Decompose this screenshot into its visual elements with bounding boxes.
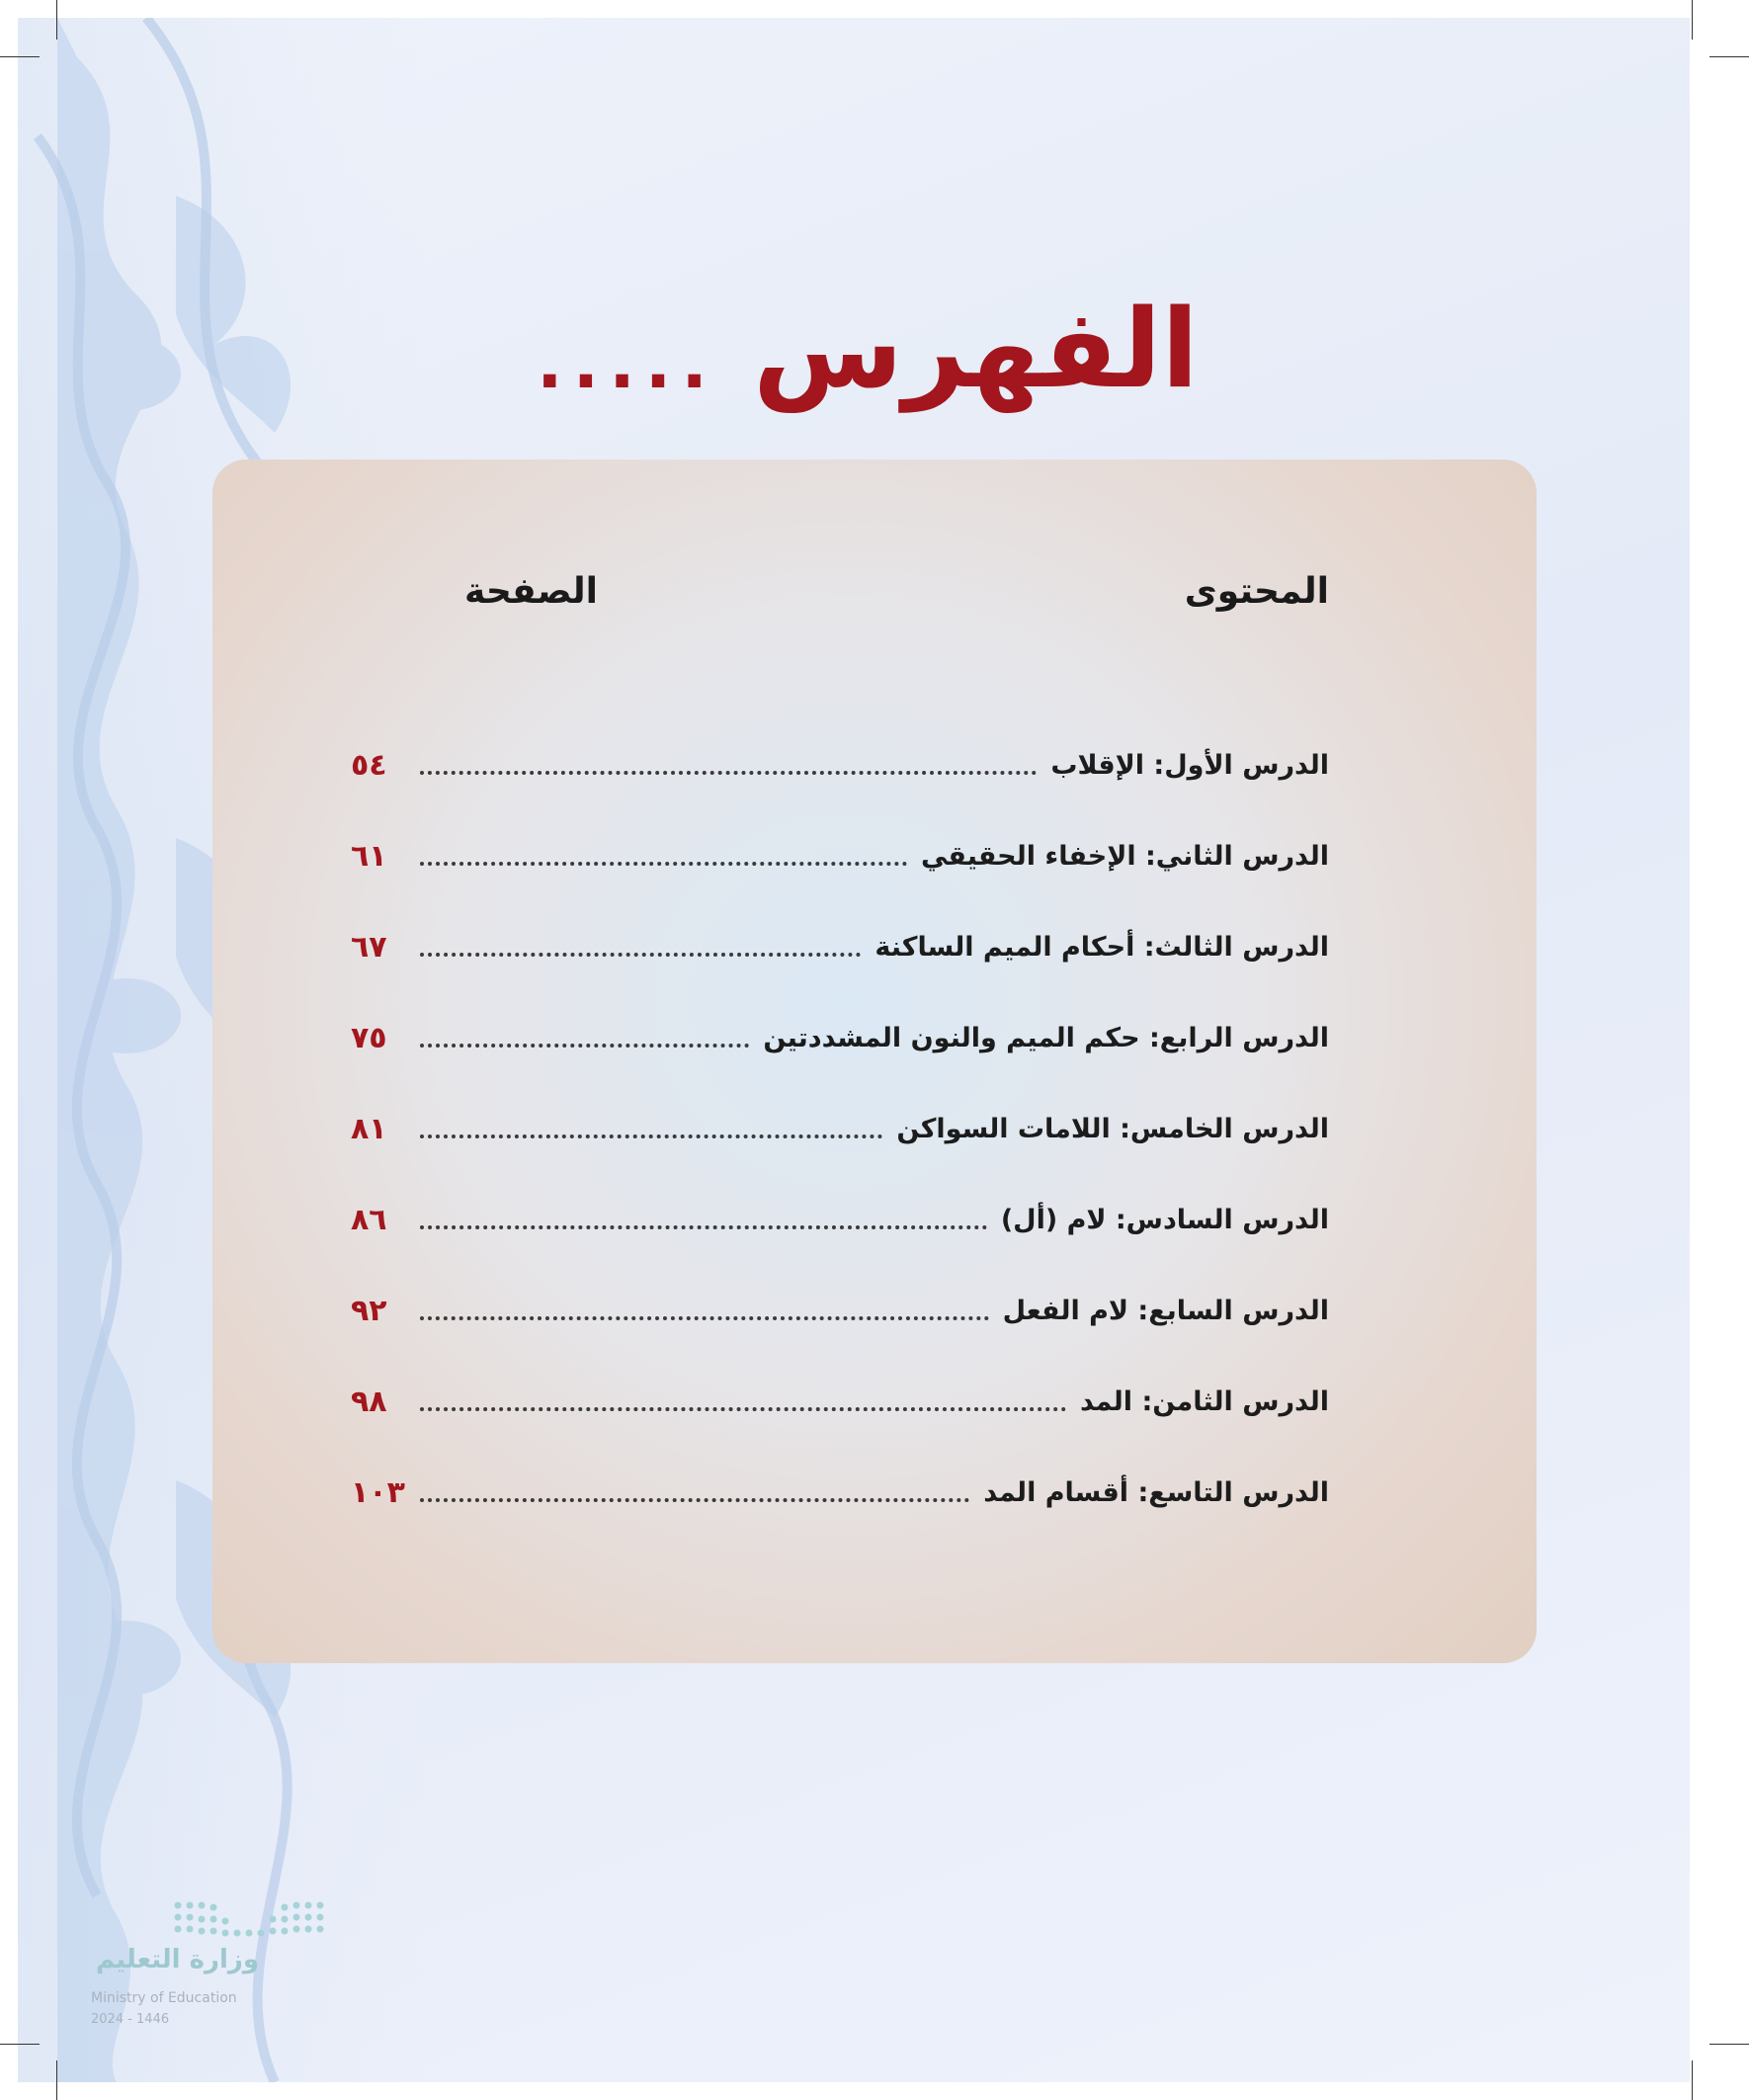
toc-row[interactable] <box>351 1265 1329 1356</box>
toc-row[interactable] <box>351 901 1329 992</box>
toc-page-number: ٥٤ <box>351 747 387 783</box>
crop-mark <box>56 0 57 40</box>
toc-page-number: ٩٨ <box>351 1384 387 1419</box>
logo-arabic-text: وزارة التعليم <box>96 1945 259 1974</box>
crop-mark <box>0 56 40 57</box>
page-title: الفهرس <box>752 286 1199 412</box>
crop-mark <box>1709 2044 1749 2045</box>
toc-row[interactable] <box>351 1356 1329 1447</box>
crop-mark <box>0 2044 40 2045</box>
toc-page-number: ١٠٣ <box>351 1474 405 1510</box>
dot-leader <box>420 1134 882 1138</box>
dot-leader <box>420 1044 749 1048</box>
toc-page-number: ٨٦ <box>351 1202 387 1237</box>
toc-label: الدرس الخامس: اللامات السواكن <box>896 1113 1329 1144</box>
logo-year-text: 2024 - 1446 <box>91 2012 170 2027</box>
toc-label: الدرس الثالث: أحكام الميم الساكنة <box>874 931 1329 963</box>
dot-leader <box>420 862 907 866</box>
toc-page-number: ٩٢ <box>351 1293 387 1328</box>
toc-page-number: ٨١ <box>351 1111 387 1146</box>
toc-page-number: ٦١ <box>351 838 387 874</box>
title-block <box>537 270 1199 428</box>
dot-leader <box>420 1225 987 1229</box>
crop-mark <box>1709 56 1749 57</box>
toc-row[interactable] <box>351 992 1329 1083</box>
toc-label: الدرس التاسع: أقسام المد <box>983 1476 1329 1508</box>
crop-mark <box>1692 2060 1693 2100</box>
toc-page-number: ٧٥ <box>351 1020 387 1055</box>
toc-row[interactable] <box>351 1447 1329 1538</box>
dot-leader <box>420 1498 969 1502</box>
toc-page-number: ٦٧ <box>351 929 387 965</box>
header-page: الصفحة <box>464 571 599 612</box>
toc-label: الدرس السابع: لام الفعل <box>1002 1295 1329 1326</box>
toc-label: الدرس السادس: لام (أل) <box>1000 1204 1329 1235</box>
toc-list <box>351 719 1329 1538</box>
crop-mark <box>56 2060 57 2100</box>
dot-leader <box>420 953 861 957</box>
dot-leader <box>420 1316 989 1320</box>
toc-label: الدرس الأول: الإقلاب <box>1050 749 1329 781</box>
toc-label: الدرس الثامن: المد <box>1079 1386 1329 1417</box>
toc-label: الدرس الثاني: الإخفاء الحقيقي <box>920 840 1329 872</box>
title-dots: ..... <box>537 323 717 404</box>
toc-row[interactable] <box>351 1083 1329 1174</box>
header-content: المحتوى <box>1184 571 1329 612</box>
dot-leader <box>420 771 1037 775</box>
toc-label: الدرس الرابع: حكم الميم والنون المشددتين <box>763 1022 1329 1053</box>
dot-leader <box>420 1407 1066 1411</box>
toc-row[interactable] <box>351 810 1329 901</box>
logo-english-text: Ministry of Education <box>91 1990 237 2006</box>
crop-mark <box>1692 0 1693 40</box>
toc-row[interactable] <box>351 1174 1329 1265</box>
dots-emblem-icon <box>170 1897 328 1941</box>
toc-row[interactable] <box>351 719 1329 810</box>
